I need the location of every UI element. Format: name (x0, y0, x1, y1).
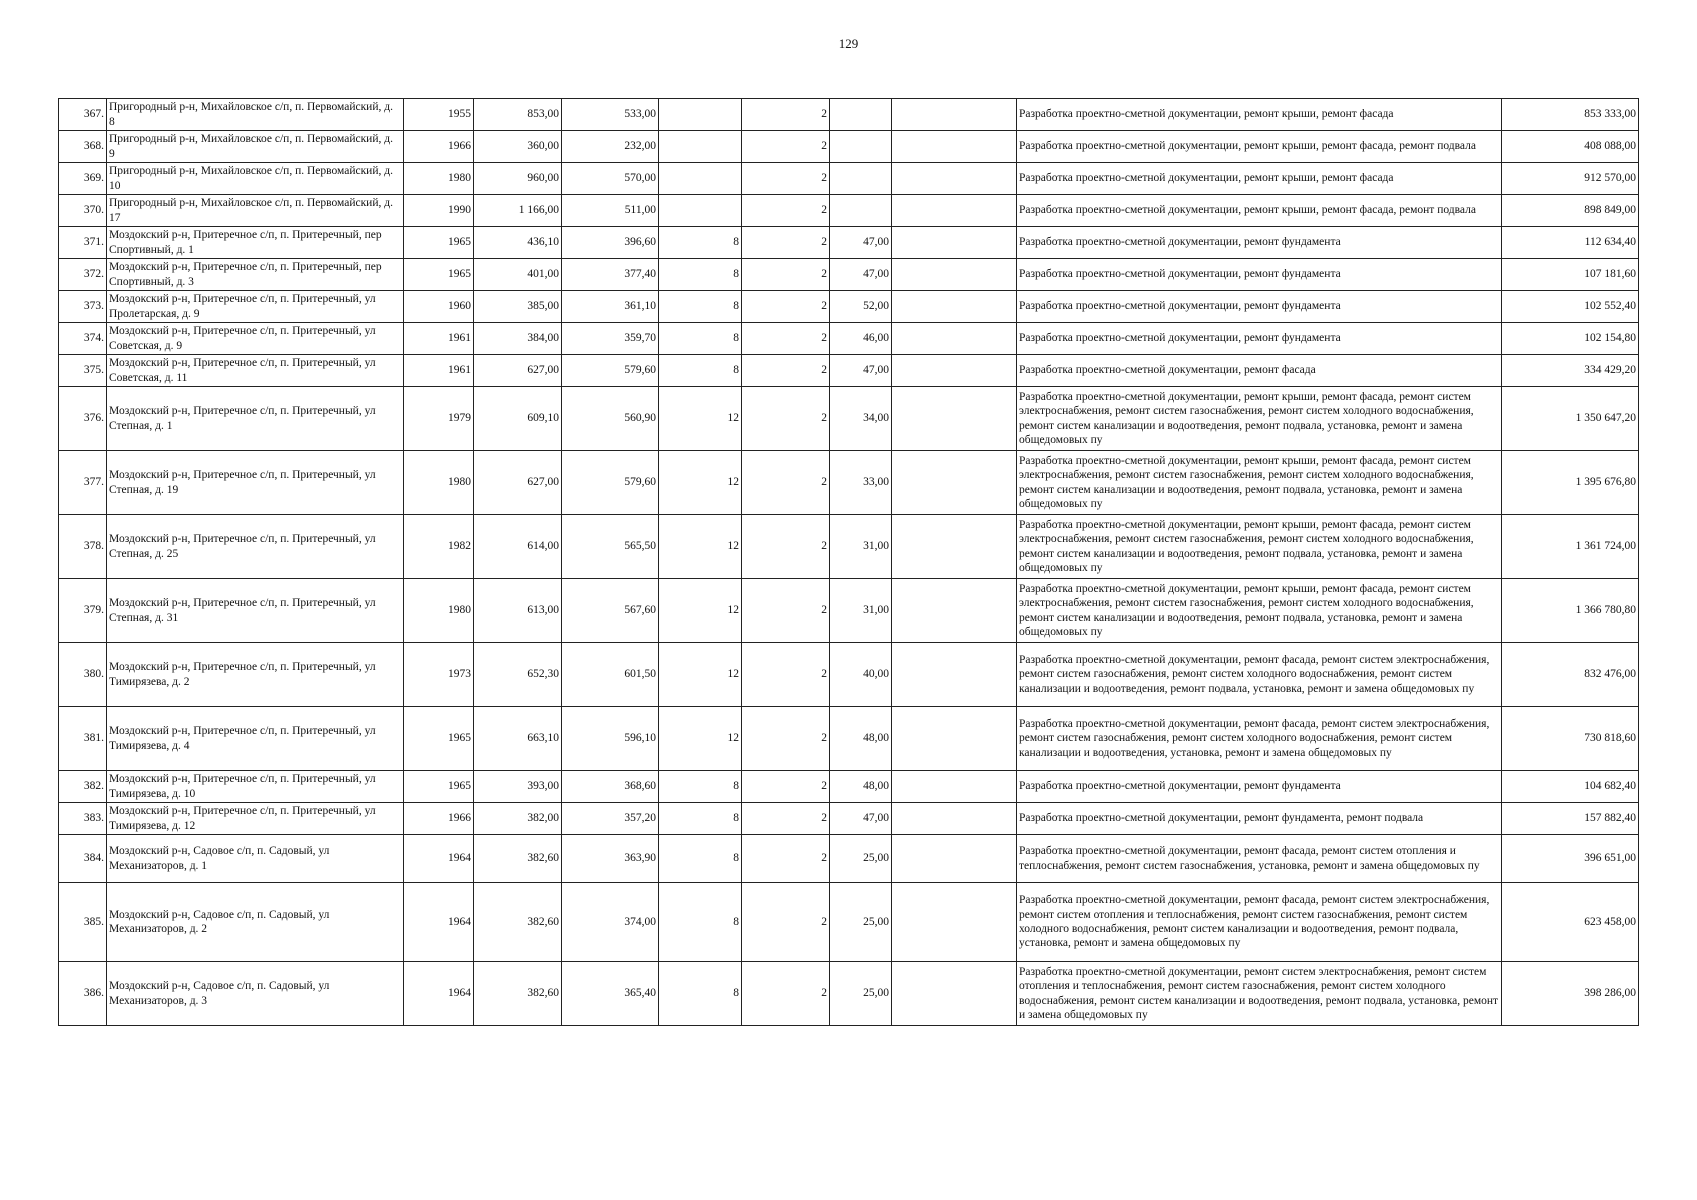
year-cell: 1979 (404, 387, 474, 451)
wear-cell: 46,00 (830, 323, 892, 355)
total-area-cell: 360,00 (474, 131, 562, 163)
address-cell: Моздокский р-н, Притеречное с/п, п. Притеречный, ул Степная, д. 31 (107, 579, 404, 643)
cost-cell: 398 286,00 (1502, 962, 1639, 1026)
table-row (59, 707, 1639, 771)
cost-cell: 334 429,20 (1502, 355, 1639, 387)
floors-cell: 2 (742, 291, 830, 323)
works-cell: Разработка проектно-сметной документации, ремонт крыши, ремонт фасада, ремонт систем электроснабжения, ремонт систем газоснабжения, ремонт систем холодного водоснабжения, ремонт систем канализации и водоотведения, ремонт подвала, установка, ремонт и замена общедомовых пу (1017, 451, 1502, 515)
wear-cell: 31,00 (830, 515, 892, 579)
row-number: 368. (59, 131, 107, 163)
row-number: 376. (59, 387, 107, 451)
living-area-cell: 579,60 (562, 451, 659, 515)
table-row (59, 131, 1639, 163)
floors-cell: 2 (742, 163, 830, 195)
year-cell: 1961 (404, 355, 474, 387)
floors-cell: 2 (742, 643, 830, 707)
address-cell: Моздокский р-н, Притеречное с/п, п. Притеречный, ул Советская, д. 9 (107, 323, 404, 355)
row-number: 380. (59, 643, 107, 707)
floors-cell: 2 (742, 131, 830, 163)
year-cell: 1964 (404, 835, 474, 883)
address-cell: Пригородный р-н, Михайловское с/п, п. Первомайский, д. 8 (107, 99, 404, 131)
address-cell: Моздокский р-н, Притеречное с/п, п. Притеречный, пер Спортивный, д. 1 (107, 227, 404, 259)
living-area-cell: 570,00 (562, 163, 659, 195)
wear-cell: 25,00 (830, 962, 892, 1026)
extra-cell (892, 579, 1017, 643)
extra-cell (892, 355, 1017, 387)
living-area-cell: 365,40 (562, 962, 659, 1026)
apartments-cell: 8 (659, 803, 742, 835)
extra-cell (892, 962, 1017, 1026)
floors-cell: 2 (742, 962, 830, 1026)
total-area-cell: 652,30 (474, 643, 562, 707)
year-cell: 1980 (404, 451, 474, 515)
address-cell: Моздокский р-н, Садовое с/п, п. Садовый, ул Механизаторов, д. 2 (107, 883, 404, 962)
address-cell: Пригородный р-н, Михайловское с/п, п. Первомайский, д. 10 (107, 163, 404, 195)
wear-cell: 47,00 (830, 259, 892, 291)
works-cell: Разработка проектно-сметной документации, ремонт фундамента (1017, 323, 1502, 355)
year-cell: 1965 (404, 771, 474, 803)
cost-cell: 157 882,40 (1502, 803, 1639, 835)
apartments-cell (659, 163, 742, 195)
works-cell: Разработка проектно-сметной документации, ремонт фундамента, ремонт подвала (1017, 803, 1502, 835)
wear-cell: 47,00 (830, 355, 892, 387)
cost-cell: 832 476,00 (1502, 643, 1639, 707)
year-cell: 1964 (404, 883, 474, 962)
extra-cell (892, 195, 1017, 227)
cost-cell: 408 088,00 (1502, 131, 1639, 163)
apartments-cell: 8 (659, 227, 742, 259)
total-area-cell: 385,00 (474, 291, 562, 323)
living-area-cell: 232,00 (562, 131, 659, 163)
row-number: 382. (59, 771, 107, 803)
works-cell: Разработка проектно-сметной документации, ремонт фундамента (1017, 291, 1502, 323)
works-cell: Разработка проектно-сметной документации, ремонт крыши, ремонт фасада, ремонт подвала (1017, 195, 1502, 227)
extra-cell (892, 291, 1017, 323)
wear-cell: 25,00 (830, 835, 892, 883)
floors-cell: 2 (742, 259, 830, 291)
apartments-cell: 8 (659, 962, 742, 1026)
cost-cell: 102 154,80 (1502, 323, 1639, 355)
row-number: 370. (59, 195, 107, 227)
cost-cell: 1 361 724,00 (1502, 515, 1639, 579)
apartments-cell: 12 (659, 643, 742, 707)
extra-cell (892, 707, 1017, 771)
page-number: 129 (838, 36, 859, 51)
address-cell: Моздокский р-н, Садовое с/п, п. Садовый, ул Механизаторов, д. 1 (107, 835, 404, 883)
floors-cell: 2 (742, 99, 830, 131)
extra-cell (892, 387, 1017, 451)
works-cell: Разработка проектно-сметной документации, ремонт крыши, ремонт фасада, ремонт систем электроснабжения, ремонт систем газоснабжения, ремонт систем холодного водоснабжения, ремонт систем канализации и водоотведения, ремонт подвала, установка, ремонт и замена общедомовых пу (1017, 387, 1502, 451)
cost-cell: 730 818,60 (1502, 707, 1639, 771)
wear-cell (830, 163, 892, 195)
works-cell: Разработка проектно-сметной документации, ремонт фасада, ремонт систем электроснабжения, ремонт систем газоснабжения, ремонт систем холодного водоснабжения, ремонт систем канализации и водоотведения, установка, ремонт и замена общедомовых пу (1017, 707, 1502, 771)
extra-cell (892, 227, 1017, 259)
works-cell: Разработка проектно-сметной документации, ремонт фундамента (1017, 227, 1502, 259)
apartments-cell: 8 (659, 355, 742, 387)
living-area-cell: 560,90 (562, 387, 659, 451)
table-row (59, 163, 1639, 195)
address-cell: Моздокский р-н, Притеречное с/п, п. Притеречный, ул Тимирязева, д. 2 (107, 643, 404, 707)
apartments-cell: 8 (659, 323, 742, 355)
row-number: 367. (59, 99, 107, 131)
apartments-cell: 12 (659, 707, 742, 771)
table-row (59, 99, 1639, 131)
row-number: 379. (59, 579, 107, 643)
total-area-cell: 382,60 (474, 883, 562, 962)
address-cell: Моздокский р-н, Притеречное с/п, п. Притеречный, ул Степная, д. 25 (107, 515, 404, 579)
table-row (59, 515, 1639, 579)
table-row (59, 259, 1639, 291)
table-row (59, 771, 1639, 803)
table-row (59, 643, 1639, 707)
address-cell: Моздокский р-н, Притеречное с/п, п. Притеречный, ул Тимирязева, д. 4 (107, 707, 404, 771)
works-cell: Разработка проектно-сметной документации, ремонт фасада, ремонт систем электроснабжения, ремонт систем отопления и теплоснабжения, ремонт систем газоснабжения, ремонт систем холодного водоснабжения, ремонт систем канализации и водоотведения, ремонт подвала, установка, ремонт и замена общедомовых пу (1017, 883, 1502, 962)
wear-cell: 47,00 (830, 803, 892, 835)
table-row (59, 355, 1639, 387)
works-cell: Разработка проектно-сметной документации, ремонт крыши, ремонт фасада, ремонт систем электроснабжения, ремонт систем газоснабжения, ремонт систем холодного водоснабжения, ремонт систем канализации и водоотведения, ремонт подвала, установка, ремонт и замена общедомовых пу (1017, 579, 1502, 643)
living-area-cell: 359,70 (562, 323, 659, 355)
works-cell: Разработка проектно-сметной документации, ремонт крыши, ремонт фасада (1017, 163, 1502, 195)
living-area-cell: 363,90 (562, 835, 659, 883)
year-cell: 1982 (404, 515, 474, 579)
apartments-cell: 8 (659, 883, 742, 962)
row-number: 374. (59, 323, 107, 355)
cost-cell: 898 849,00 (1502, 195, 1639, 227)
address-cell: Моздокский р-н, Притеречное с/п, п. Притеречный, ул Степная, д. 1 (107, 387, 404, 451)
wear-cell (830, 99, 892, 131)
extra-cell (892, 451, 1017, 515)
address-cell: Моздокский р-н, Притеречное с/п, п. Притеречный, ул Степная, д. 19 (107, 451, 404, 515)
extra-cell (892, 835, 1017, 883)
year-cell: 1960 (404, 291, 474, 323)
wear-cell: 25,00 (830, 883, 892, 962)
table-row (59, 451, 1639, 515)
cost-cell: 102 552,40 (1502, 291, 1639, 323)
wear-cell: 48,00 (830, 707, 892, 771)
year-cell: 1964 (404, 962, 474, 1026)
wear-cell: 47,00 (830, 227, 892, 259)
floors-cell: 2 (742, 515, 830, 579)
total-area-cell: 627,00 (474, 355, 562, 387)
row-number: 384. (59, 835, 107, 883)
living-area-cell: 567,60 (562, 579, 659, 643)
year-cell: 1955 (404, 99, 474, 131)
extra-cell (892, 163, 1017, 195)
works-cell: Разработка проектно-сметной документации, ремонт крыши, ремонт фасада (1017, 99, 1502, 131)
table-row (59, 387, 1639, 451)
floors-cell: 2 (742, 323, 830, 355)
living-area-cell: 511,00 (562, 195, 659, 227)
wear-cell (830, 195, 892, 227)
row-number: 378. (59, 515, 107, 579)
works-cell: Разработка проектно-сметной документации, ремонт фасада, ремонт систем отопления и теплоснабжения, ремонт систем газоснабжения, установка, ремонт и замена общедомовых пу (1017, 835, 1502, 883)
row-number: 369. (59, 163, 107, 195)
total-area-cell: 609,10 (474, 387, 562, 451)
total-area-cell: 960,00 (474, 163, 562, 195)
wear-cell: 40,00 (830, 643, 892, 707)
wear-cell (830, 131, 892, 163)
row-number: 383. (59, 803, 107, 835)
address-cell: Моздокский р-н, Садовое с/п, п. Садовый, ул Механизаторов, д. 3 (107, 962, 404, 1026)
extra-cell (892, 771, 1017, 803)
living-area-cell: 533,00 (562, 99, 659, 131)
address-cell: Моздокский р-н, Притеречное с/п, п. Притеречный, ул Пролетарская, д. 9 (107, 291, 404, 323)
apartments-cell (659, 131, 742, 163)
floors-cell: 2 (742, 579, 830, 643)
table-row (59, 579, 1639, 643)
row-number: 372. (59, 259, 107, 291)
floors-cell: 2 (742, 803, 830, 835)
table-row (59, 835, 1639, 883)
works-cell: Разработка проектно-сметной документации, ремонт крыши, ремонт фасада, ремонт подвала (1017, 131, 1502, 163)
address-cell: Пригородный р-н, Михайловское с/п, п. Первомайский, д. 9 (107, 131, 404, 163)
total-area-cell: 382,00 (474, 803, 562, 835)
floors-cell: 2 (742, 883, 830, 962)
year-cell: 1965 (404, 259, 474, 291)
total-area-cell: 436,10 (474, 227, 562, 259)
total-area-cell: 382,60 (474, 962, 562, 1026)
living-area-cell: 377,40 (562, 259, 659, 291)
works-cell: Разработка проектно-сметной документации, ремонт фундамента (1017, 259, 1502, 291)
works-cell: Разработка проектно-сметной документации, ремонт фасада (1017, 355, 1502, 387)
total-area-cell: 663,10 (474, 707, 562, 771)
table-row (59, 803, 1639, 835)
address-cell: Моздокский р-н, Притеречное с/п, п. Притеречный, ул Советская, д. 11 (107, 355, 404, 387)
floors-cell: 2 (742, 451, 830, 515)
extra-cell (892, 515, 1017, 579)
extra-cell (892, 323, 1017, 355)
year-cell: 1990 (404, 195, 474, 227)
cost-cell: 112 634,40 (1502, 227, 1639, 259)
apartments-cell (659, 195, 742, 227)
living-area-cell: 374,00 (562, 883, 659, 962)
cost-cell: 1 366 780,80 (1502, 579, 1639, 643)
row-number: 381. (59, 707, 107, 771)
year-cell: 1965 (404, 707, 474, 771)
living-area-cell: 579,60 (562, 355, 659, 387)
floors-cell: 2 (742, 227, 830, 259)
cost-cell: 623 458,00 (1502, 883, 1639, 962)
cost-cell: 396 651,00 (1502, 835, 1639, 883)
cost-cell: 1 350 647,20 (1502, 387, 1639, 451)
total-area-cell: 393,00 (474, 771, 562, 803)
living-area-cell: 565,50 (562, 515, 659, 579)
year-cell: 1966 (404, 131, 474, 163)
year-cell: 1965 (404, 227, 474, 259)
table-row (59, 195, 1639, 227)
floors-cell: 2 (742, 195, 830, 227)
works-cell: Разработка проектно-сметной документации, ремонт фундамента (1017, 771, 1502, 803)
address-cell: Моздокский р-н, Притеречное с/п, п. Притеречный, пер Спортивный, д. 3 (107, 259, 404, 291)
address-cell: Моздокский р-н, Притеречное с/п, п. Притеречный, ул Тимирязева, д. 10 (107, 771, 404, 803)
floors-cell: 2 (742, 387, 830, 451)
cost-cell: 104 682,40 (1502, 771, 1639, 803)
living-area-cell: 601,50 (562, 643, 659, 707)
living-area-cell: 396,60 (562, 227, 659, 259)
total-area-cell: 614,00 (474, 515, 562, 579)
apartments-cell: 8 (659, 259, 742, 291)
floors-cell: 2 (742, 707, 830, 771)
cost-cell: 107 181,60 (1502, 259, 1639, 291)
apartments-cell: 12 (659, 387, 742, 451)
works-cell: Разработка проектно-сметной документации, ремонт систем электроснабжения, ремонт систем отопления и теплоснабжения, ремонт систем газоснабжения, ремонт систем холодного водоснабжения, ремонт систем канализации и водоотведения, ремонт подвала, установка, ремонт и замена общедомовых пу (1017, 962, 1502, 1026)
wear-cell: 34,00 (830, 387, 892, 451)
table-row (59, 883, 1639, 962)
extra-cell (892, 803, 1017, 835)
year-cell: 1980 (404, 579, 474, 643)
total-area-cell: 1 166,00 (474, 195, 562, 227)
total-area-cell: 853,00 (474, 99, 562, 131)
cost-cell: 912 570,00 (1502, 163, 1639, 195)
row-number: 386. (59, 962, 107, 1026)
floors-cell: 2 (742, 835, 830, 883)
apartments-cell (659, 99, 742, 131)
row-number: 371. (59, 227, 107, 259)
floors-cell: 2 (742, 771, 830, 803)
apartments-cell: 12 (659, 451, 742, 515)
year-cell: 1980 (404, 163, 474, 195)
row-number: 385. (59, 883, 107, 962)
apartments-cell: 12 (659, 515, 742, 579)
cost-cell: 1 395 676,80 (1502, 451, 1639, 515)
wear-cell: 33,00 (830, 451, 892, 515)
total-area-cell: 384,00 (474, 323, 562, 355)
extra-cell (892, 99, 1017, 131)
housing-repair-table (58, 98, 1639, 1026)
apartments-cell: 8 (659, 835, 742, 883)
wear-cell: 52,00 (830, 291, 892, 323)
living-area-cell: 368,60 (562, 771, 659, 803)
address-cell: Пригородный р-н, Михайловское с/п, п. Первомайский, д. 17 (107, 195, 404, 227)
floors-cell: 2 (742, 355, 830, 387)
row-number: 375. (59, 355, 107, 387)
extra-cell (892, 883, 1017, 962)
table-row (59, 227, 1639, 259)
apartments-cell: 8 (659, 771, 742, 803)
works-cell: Разработка проектно-сметной документации, ремонт крыши, ремонт фасада, ремонт систем электроснабжения, ремонт систем газоснабжения, ремонт систем холодного водоснабжения, ремонт систем канализации и водоотведения, ремонт подвала, установка, ремонт и замена общедомовых пу (1017, 515, 1502, 579)
row-number: 373. (59, 291, 107, 323)
table-row (59, 291, 1639, 323)
works-cell: Разработка проектно-сметной документации, ремонт фасада, ремонт систем электроснабжения, ремонт систем газоснабжения, ремонт систем холодного водоснабжения, ремонт систем канализации и водоотведения, ремонт подвала, установка, ремонт и замена общедомовых пу (1017, 643, 1502, 707)
total-area-cell: 613,00 (474, 579, 562, 643)
year-cell: 1973 (404, 643, 474, 707)
table-row (59, 323, 1639, 355)
apartments-cell: 8 (659, 291, 742, 323)
total-area-cell: 627,00 (474, 451, 562, 515)
total-area-cell: 382,60 (474, 835, 562, 883)
apartments-cell: 12 (659, 579, 742, 643)
living-area-cell: 361,10 (562, 291, 659, 323)
row-number: 377. (59, 451, 107, 515)
wear-cell: 31,00 (830, 579, 892, 643)
table-row (59, 962, 1639, 1026)
cost-cell: 853 333,00 (1502, 99, 1639, 131)
extra-cell (892, 131, 1017, 163)
year-cell: 1966 (404, 803, 474, 835)
living-area-cell: 357,20 (562, 803, 659, 835)
wear-cell: 48,00 (830, 771, 892, 803)
extra-cell (892, 259, 1017, 291)
address-cell: Моздокский р-н, Притеречное с/п, п. Притеречный, ул Тимирязева, д. 12 (107, 803, 404, 835)
total-area-cell: 401,00 (474, 259, 562, 291)
year-cell: 1961 (404, 323, 474, 355)
table-body (59, 99, 1639, 1026)
extra-cell (892, 643, 1017, 707)
living-area-cell: 596,10 (562, 707, 659, 771)
